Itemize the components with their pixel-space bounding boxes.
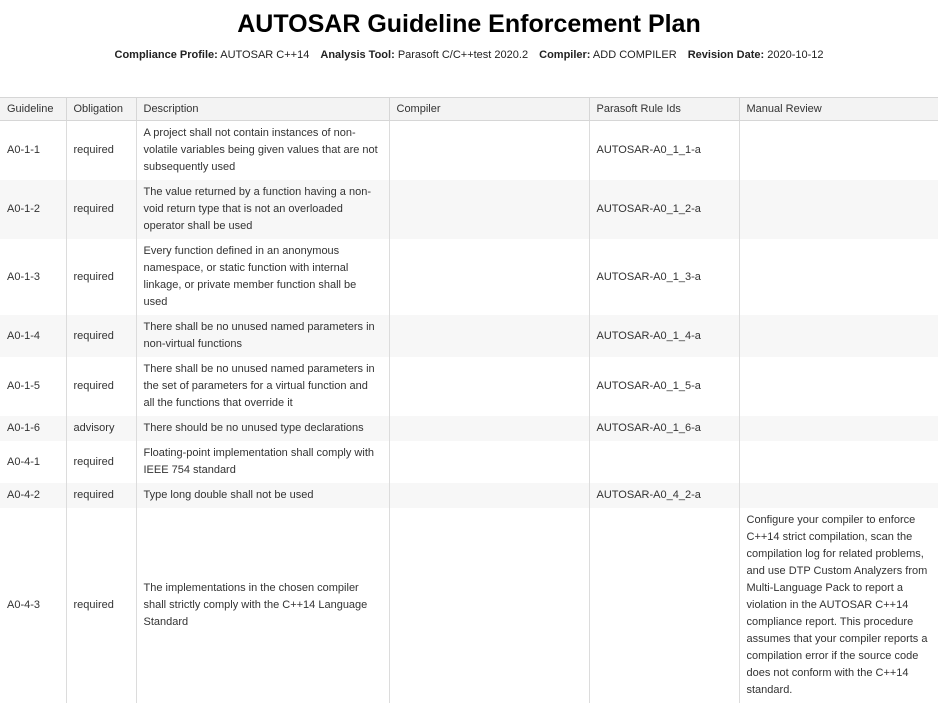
- meta-revision: [688, 49, 824, 61]
- cell-description: The implementations in the chosen compiler shall strictly comply with the C++14 Language Standard: [136, 508, 389, 703]
- cell-compiler: [389, 508, 589, 703]
- cell-rule-ids: AUTOSAR-A0_1_4-a: [589, 315, 739, 357]
- table-row: [0, 483, 938, 508]
- column-header-guideline: Guideline: [0, 98, 66, 121]
- cell-manual-review: [739, 121, 938, 181]
- cell-manual-review: Configure your compiler to enforce C++14 strict compilation, scan the compilation log for related problems, and use DTP Custom Analyzers from Multi-Language Pack to report a violation in the AUTOSAR C++14 compliance report. This procedure assumes that your compiler reports a compilation error if the source code does not conform with the C++14 standard.: [746, 514, 928, 696]
- cell-rule-ids: AUTOSAR-A0_1_2-a: [589, 180, 739, 239]
- cell-description: A project shall not contain instances of non-volatile variables being given values that are not subsequently used: [136, 121, 389, 181]
- cell-manual-review: [739, 180, 938, 239]
- cell-description: Type long double shall not be used: [136, 483, 389, 508]
- cell-rule-ids: AUTOSAR-A0_1_5-a: [589, 357, 739, 416]
- cell-manual-review: [739, 239, 938, 315]
- page-title: AUTOSAR Guideline Enforcement Plan: [237, 10, 701, 38]
- meta-profile-value: AUTOSAR C++14: [220, 49, 310, 61]
- cell-guideline: A0-1-3: [0, 239, 66, 315]
- cell-description: There shall be no unused named parameters in non-virtual functions: [136, 315, 389, 357]
- cell-obligation: required: [66, 441, 136, 483]
- column-header-description: Description: [136, 98, 389, 121]
- guideline-table-wrapper: [0, 97, 938, 703]
- table-row: [0, 315, 938, 357]
- cell-guideline: A0-1-4: [0, 315, 66, 357]
- meta-tool: [320, 49, 528, 61]
- meta-revision-label: Revision Date:: [687, 49, 765, 61]
- meta-profile-label: Compliance Profile:: [114, 49, 218, 61]
- cell-compiler: [389, 239, 589, 315]
- cell-compiler: [389, 357, 589, 416]
- meta-compiler: [539, 49, 677, 61]
- column-header-obligation: Obligation: [66, 98, 136, 121]
- meta-profile: [115, 49, 310, 61]
- table-row: [0, 416, 938, 441]
- report-meta: [0, 48, 938, 62]
- table-row: [0, 508, 938, 703]
- cell-compiler: [389, 315, 589, 357]
- meta-tool-value: Parasoft C/C++test 2020.2: [397, 49, 529, 61]
- cell-obligation: advisory: [66, 416, 136, 441]
- cell-description: The value returned by a function having a non-void return type that is not an overloaded operator shall be used: [136, 180, 389, 239]
- column-header-rule-ids: Parasoft Rule Ids: [589, 98, 739, 121]
- meta-compiler-label: Compiler:: [539, 49, 591, 61]
- meta-compiler-value: ADD COMPILER: [592, 49, 677, 61]
- cell-obligation: required: [66, 483, 136, 508]
- cell-obligation: required: [66, 239, 136, 315]
- table-row: [0, 357, 938, 416]
- column-header-compiler: Compiler: [389, 98, 589, 121]
- cell-rule-ids: AUTOSAR-A0_1_3-a: [589, 239, 739, 315]
- cell-guideline: A0-4-2: [0, 483, 66, 508]
- cell-obligation: required: [66, 180, 136, 239]
- cell-rule-ids: [589, 441, 739, 483]
- cell-guideline: A0-1-2: [0, 180, 66, 239]
- cell-manual-review: [739, 483, 938, 508]
- cell-rule-ids: AUTOSAR-A0_1_6-a: [589, 416, 739, 441]
- cell-compiler: [389, 483, 589, 508]
- cell-description: Every function defined in an anonymous namespace, or static function with internal linkage, or private member function shall be used: [136, 239, 389, 315]
- cell-obligation: required: [66, 508, 136, 703]
- table-header-row: [0, 98, 938, 121]
- meta-tool-label: Analysis Tool:: [320, 49, 395, 61]
- cell-obligation: required: [66, 121, 136, 181]
- cell-description: Floating-point implementation shall comply with IEEE 754 standard: [136, 441, 389, 483]
- table-row: [0, 239, 938, 315]
- cell-rule-ids: AUTOSAR-A0_4_2-a: [589, 483, 739, 508]
- table-row: [0, 441, 938, 483]
- cell-compiler: [389, 441, 589, 483]
- table-row: [0, 180, 938, 239]
- cell-compiler: [389, 121, 589, 181]
- cell-manual-review: [739, 416, 938, 441]
- cell-rule-ids: AUTOSAR-A0_1_1-a: [589, 121, 739, 181]
- cell-compiler: [389, 416, 589, 441]
- guideline-table: [0, 97, 938, 703]
- cell-manual-review: [739, 441, 938, 483]
- cell-compiler: [389, 180, 589, 239]
- cell-guideline: A0-1-5: [0, 357, 66, 416]
- cell-obligation: required: [66, 357, 136, 416]
- cell-description: There should be no unused type declarations: [136, 416, 389, 441]
- cell-guideline: A0-1-1: [0, 121, 66, 181]
- column-header-manual-review: Manual Review: [739, 98, 938, 121]
- meta-revision-value: 2020-10-12: [767, 49, 824, 61]
- cell-obligation: required: [66, 315, 136, 357]
- cell-rule-ids: [589, 508, 739, 703]
- cell-guideline: A0-4-1: [0, 441, 66, 483]
- cell-manual-review: [739, 357, 938, 416]
- cell-guideline: A0-4-3: [0, 508, 66, 703]
- cell-guideline: A0-1-6: [0, 416, 66, 441]
- cell-description: There shall be no unused named parameters in the set of parameters for a virtual function and all the functions that override it: [136, 357, 389, 416]
- cell-manual-review: [739, 315, 938, 357]
- table-row: [0, 121, 938, 181]
